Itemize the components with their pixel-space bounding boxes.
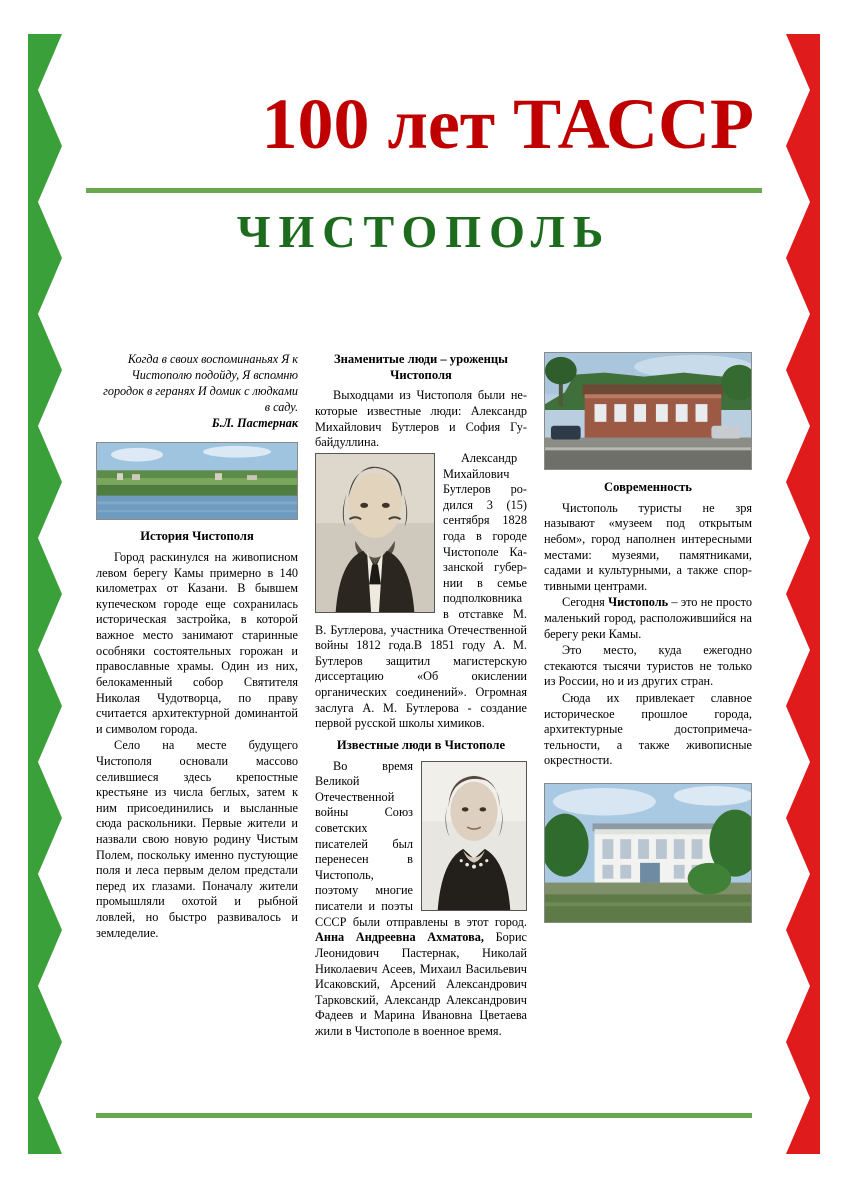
kama-river-photo (96, 442, 298, 520)
left-zigzag-border (28, 34, 68, 1154)
modernity-paragraph-3: Это место, куда ежегодно стекаются тысячи туристов не только из России, но и из других стран. (544, 643, 752, 689)
page-title: 100 лет ТАССР (261, 84, 754, 164)
history-heading: История Чистополя (140, 529, 254, 544)
kama-river-photo-art (97, 443, 297, 519)
known-people-text-2: Борис Леонидович Пастернак, Николай Николаевич Асеев, Михаил Васильевич Исаковский, Арсений Александрович Тарковский, Александр Александрович Фадеев и Марина Ивановна Цветаева жили в Чистополе в военное время. (315, 930, 527, 1038)
left-zigzag-svg (28, 34, 68, 1154)
famous-people-intro: Выходцами из Чистополя были некоторые известные люди: Александр Михайлович Бутлеров и София Губайдуллина. (315, 388, 527, 450)
epigraph-text: Когда в своих воспоминаньях Я к Чистополю подойду, Я вспомню городок в геранях И домик с людками в саду. (103, 352, 298, 414)
history-paragraph-1: Город раскинулся на живописном левом берегу Камы примерно в 140 километрах от Казани. В бывшем купеческом городе еще сохранилась историческая застройка, в которой важное место занимают старинные особняки состоятельных горожан и православные храмы. Один из них, белокаменный собор Святителя Николая Чудотворца, по праву считается архитектурной доминантой и символом города. (96, 550, 298, 736)
known-people-heading: Известные люди в Чистополе (336, 737, 506, 752)
history-paragraph-2: Село на месте будущего Чистополя основали массово селившиеся здесь крепостные крестьяне из числа беглых, затем к ним присоединились и высланные сюда раскольники. Первые жители и назвали свою новую родину Чистым Полем, поскольку именно пустующие поля и леса первым делом предстали перед их глазами. Поначалу жители промышляли охотой и рыбной ловлей, но быстро развивалось и земледелие. (96, 738, 298, 940)
famous-people-heading: Знаменитые люди – уроженцы Чистополя (333, 352, 508, 382)
white-mansion-photo (544, 783, 752, 923)
epigraph-author: Б.Л. Пастернак (211, 416, 298, 431)
epigraph (96, 352, 298, 432)
modernity-paragraph-1: Чистополь туристы не зря называют «музеем под открытым небом», город наполнен интересными местами: музеями, памятниками, садами и культурными, а также спортивными центрами. (544, 500, 752, 593)
butlerov-biography: Александр Михайлович Бутлеров родился 3 (15) сентября 1828 года в городе Чистополе Казанской губернии в семье подполковника в отставке М. В. Бутлерова, участника Отечественной войны 1812 года.В 1851 году А. М. Бутлеров защитил магистерскую диссертацию «Об окислении органических соединений». Огромная заслуга А. М. Бутлерова - создание первой русской школы химиков. (315, 450, 527, 731)
akhmatova-name: Анна Андреевна Ахматова, (315, 930, 484, 945)
akhmatova-portrait-art (422, 762, 526, 910)
modernity-paragraph-4: Сюда их привлекает славное историческое прошлое города, архитектурные достопримечательности, а также живописные окрестности. (544, 691, 752, 768)
column-right (544, 352, 752, 1092)
modernity-p2-pre: Сегодня (562, 595, 609, 610)
city-subtitle: ЧИСТОПОЛЬ (236, 206, 612, 257)
poster-header (86, 84, 762, 258)
butlerov-portrait-art (316, 454, 434, 612)
akhmatova-portrait (421, 761, 527, 911)
bottom-divider (96, 1113, 752, 1118)
red-brick-house-photo (544, 352, 752, 470)
article-columns (96, 352, 756, 1092)
title-divider (86, 188, 762, 193)
modernity-p2-post: – это не просто маленький город, расположившийся на берегу реки Камы. (544, 595, 752, 641)
known-people-text-1: Во время Великой Отечественной войны Союз советских писателей был перенесен в Чистополь, поэтому многие писатели и поэты СССР были отправлены в этот город. (315, 758, 527, 929)
white-mansion-photo-art (545, 784, 751, 922)
city-name-bold: Чистополь (608, 595, 669, 610)
column-left (96, 352, 298, 1092)
red-brick-house-photo-art (545, 353, 751, 469)
modernity-heading: Современность (604, 480, 692, 494)
right-zigzag-border (780, 34, 820, 1154)
butlerov-portrait (315, 453, 435, 613)
right-zigzag-svg (780, 34, 820, 1154)
modernity-paragraph-2 (544, 595, 752, 642)
column-middle (315, 352, 527, 1092)
